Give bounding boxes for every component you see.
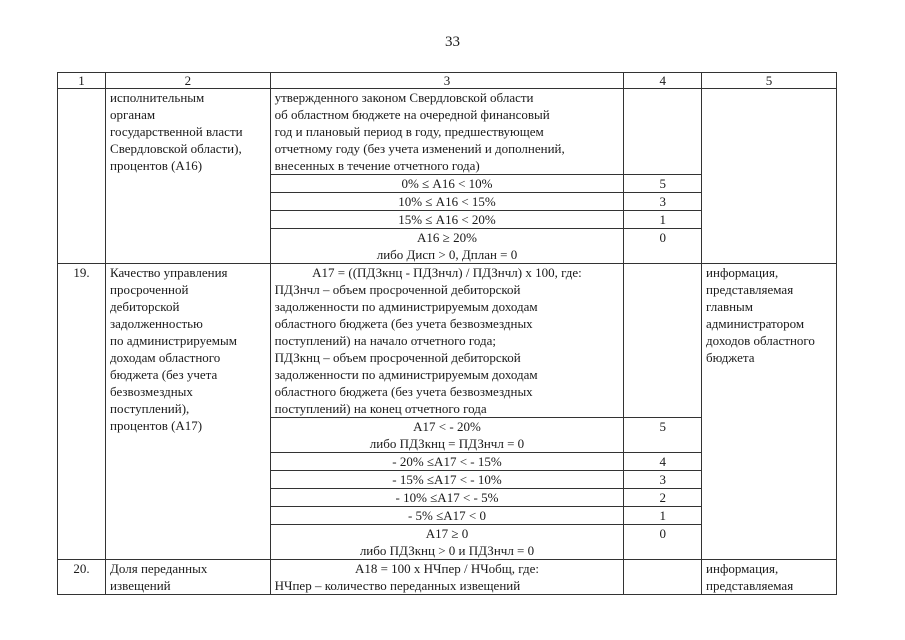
text-line: ПДЗкнц – объем просроченной дебиторской (274, 350, 521, 365)
column-number: 3 (270, 73, 624, 89)
text-line: доходам областного (110, 350, 221, 365)
row-number-cell: 19. (58, 264, 106, 560)
criteria-table (57, 72, 837, 595)
text-line: внесенных в течение отчетного года) (274, 158, 480, 173)
condition-cell: 0% ≤ А16 < 10% (270, 175, 624, 193)
text-line: администратором (706, 316, 805, 331)
condition-cell: - 5% ≤А17 < 0 (270, 507, 624, 525)
text-line: А17 < - 20% (413, 419, 481, 434)
score-cell: 3 (624, 193, 702, 211)
score-cell (624, 264, 702, 418)
formula-cell (270, 560, 624, 595)
score-cell: 5 (624, 175, 702, 193)
score-cell: 4 (624, 453, 702, 471)
text-line: задолженности по администрируемым доходам (274, 367, 538, 382)
text-line: бюджета (706, 350, 755, 365)
table-row (58, 264, 837, 418)
text-line: органам (110, 107, 156, 122)
text-line: либо ПДЗкнц = ПДЗнчл = 0 (369, 436, 525, 451)
text-line: представляемая (706, 578, 794, 593)
text-line: поступлений), (110, 401, 190, 416)
row-number-cell (58, 89, 106, 264)
text-line: извещений (110, 578, 171, 593)
condition-cell: - 15% ≤А17 < - 10% (270, 471, 624, 489)
column-number: 1 (58, 73, 106, 89)
text-line: процентов (А17) (110, 418, 203, 433)
text-line: областного бюджета (без учета безвозмездных (274, 384, 533, 399)
text-line: год и плановый период в году, предшествующем (274, 124, 544, 139)
indicator-name-cell (106, 264, 271, 560)
column-number: 5 (702, 73, 837, 89)
score-cell: 1 (624, 211, 702, 229)
text-line: главным (706, 299, 754, 314)
text-line: либо Дисп > 0, Дплан = 0 (376, 247, 518, 262)
formula-cell (270, 264, 624, 418)
condition-cell (270, 418, 624, 453)
score-cell (624, 89, 702, 175)
page-number: 33 (445, 34, 460, 50)
text-line: А16 ≥ 20% (417, 230, 477, 245)
text-line: Качество управления (110, 265, 228, 280)
text-line: поступлений) на конец отчетного года (274, 401, 487, 416)
row-number-cell: 20. (58, 560, 106, 595)
score-cell: 0 (624, 525, 702, 560)
text-line: отчетному году (без учета изменений и дополнений, (274, 141, 565, 156)
text-line: об областном бюджете на очередной финансовый (274, 107, 550, 122)
text-line: Доля переданных (110, 561, 208, 576)
text-line: исполнительным (110, 90, 205, 105)
source-cell (702, 89, 837, 264)
formula-cell (270, 89, 624, 175)
score-cell: 5 (624, 418, 702, 453)
text-line: Свердловской области), (110, 141, 242, 156)
score-cell: 1 (624, 507, 702, 525)
text-line: А18 = 100 х НЧпер / НЧобщ, где: (354, 561, 539, 576)
text-line: поступлений) на начало отчетного года; (274, 333, 497, 348)
text-line: утвержденного законом Свердловской области (274, 90, 534, 105)
text-line: задолженности по администрируемым доходам (274, 299, 538, 314)
text-line: либо ПДЗкнц > 0 и ПДЗнчл = 0 (359, 543, 535, 558)
condition-cell: 15% ≤ А16 < 20% (270, 211, 624, 229)
text-line: дебиторской (110, 299, 180, 314)
text-line: государственной власти (110, 124, 243, 139)
indicator-name-cell (106, 560, 271, 595)
text-line: А17 = ((ПДЗкнц - ПДЗнчл) / ПДЗнчл) х 100, где: (312, 265, 582, 280)
condition-cell (270, 525, 624, 560)
score-cell: 0 (624, 229, 702, 264)
condition-cell: - 20% ≤А17 < - 15% (270, 453, 624, 471)
column-number: 2 (106, 73, 271, 89)
condition-cell: 10% ≤ А16 < 15% (270, 193, 624, 211)
condition-cell: - 10% ≤А17 < - 5% (270, 489, 624, 507)
text-line: НЧпер – количество переданных извещений (274, 578, 521, 593)
score-cell (624, 560, 702, 595)
text-line: А17 ≥ 0 (425, 526, 469, 541)
text-line: задолженностью (110, 316, 203, 331)
text-line: просроченной (110, 282, 189, 297)
page-bottom-margin (0, 606, 905, 640)
table-row (58, 89, 837, 175)
table-row (58, 560, 837, 595)
text-line: безвозмездных (110, 384, 193, 399)
source-cell (702, 560, 837, 595)
score-cell: 3 (624, 471, 702, 489)
text-line: доходов областного (706, 333, 815, 348)
score-cell: 2 (624, 489, 702, 507)
column-number-row (58, 73, 837, 89)
source-cell (702, 264, 837, 560)
column-number: 4 (624, 73, 702, 89)
text-line: областного бюджета (без учета безвозмездных (274, 316, 533, 331)
text-line: информация, (706, 561, 779, 576)
text-line: ПДЗнчл – объем просроченной дебиторской (274, 282, 521, 297)
text-line: по администрируемым (110, 333, 237, 348)
text-line: бюджета (без учета (110, 367, 218, 382)
text-line: информация, (706, 265, 779, 280)
text-line: процентов (А16) (110, 158, 203, 173)
indicator-name-cell (106, 89, 271, 264)
condition-cell (270, 229, 624, 264)
text-line: представляемая (706, 282, 794, 297)
